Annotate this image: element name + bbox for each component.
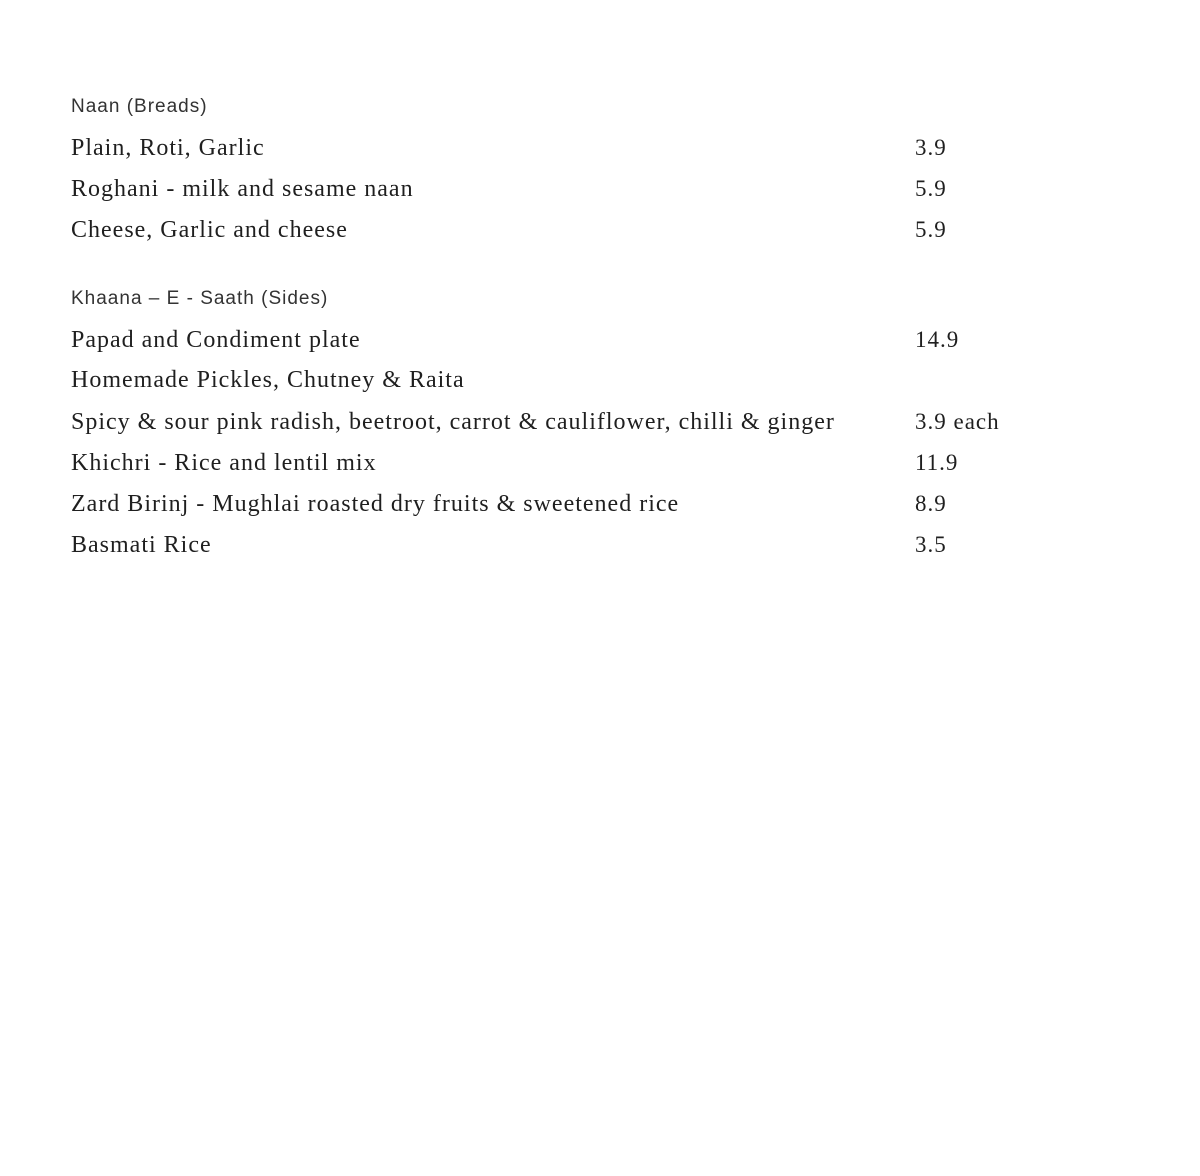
- menu-item: [71, 524, 1131, 565]
- menu-page: [71, 94, 1131, 565]
- item-name: Basmati Rice: [71, 532, 212, 558]
- item-price: 14.9: [915, 327, 960, 352]
- item-price: 5.9: [915, 176, 947, 201]
- section-sides: [71, 286, 1131, 565]
- item-name: Roghani - milk and sesame naan: [71, 176, 414, 202]
- item-price: 3.9 each: [915, 409, 1000, 434]
- menu-item: [71, 401, 1131, 442]
- item-name: Plain, Roti, Garlic: [71, 135, 265, 161]
- item-name: Spicy & sour pink radish, beetroot, carrot & cauliflower, chilli & ginger: [71, 409, 835, 435]
- item-price: 3.9: [915, 135, 947, 160]
- item-price: 8.9: [915, 491, 947, 516]
- section-naan-breads: [71, 94, 1131, 250]
- menu-item: [71, 319, 1131, 360]
- section-heading: Naan (Breads): [71, 96, 208, 117]
- section-heading: Khaana – E - Saath (Sides): [71, 288, 329, 309]
- item-name: Papad and Condiment plate: [71, 327, 361, 353]
- menu-item: [71, 483, 1131, 524]
- item-name: Zard Birinj - Mughlai roasted dry fruits & sweetened rice: [71, 491, 680, 517]
- menu-item: [71, 168, 1131, 209]
- menu-item: [71, 442, 1131, 483]
- item-price: 11.9: [915, 450, 959, 475]
- menu-item: [71, 360, 1131, 401]
- item-name: Homemade Pickles, Chutney & Raita: [71, 367, 465, 393]
- menu-item: [71, 209, 1131, 250]
- item-name: Cheese, Garlic and cheese: [71, 217, 348, 243]
- menu-item: [71, 127, 1131, 168]
- item-name: Khichri - Rice and lentil mix: [71, 450, 377, 476]
- item-price: 3.5: [915, 532, 947, 557]
- item-price: 5.9: [915, 217, 947, 242]
